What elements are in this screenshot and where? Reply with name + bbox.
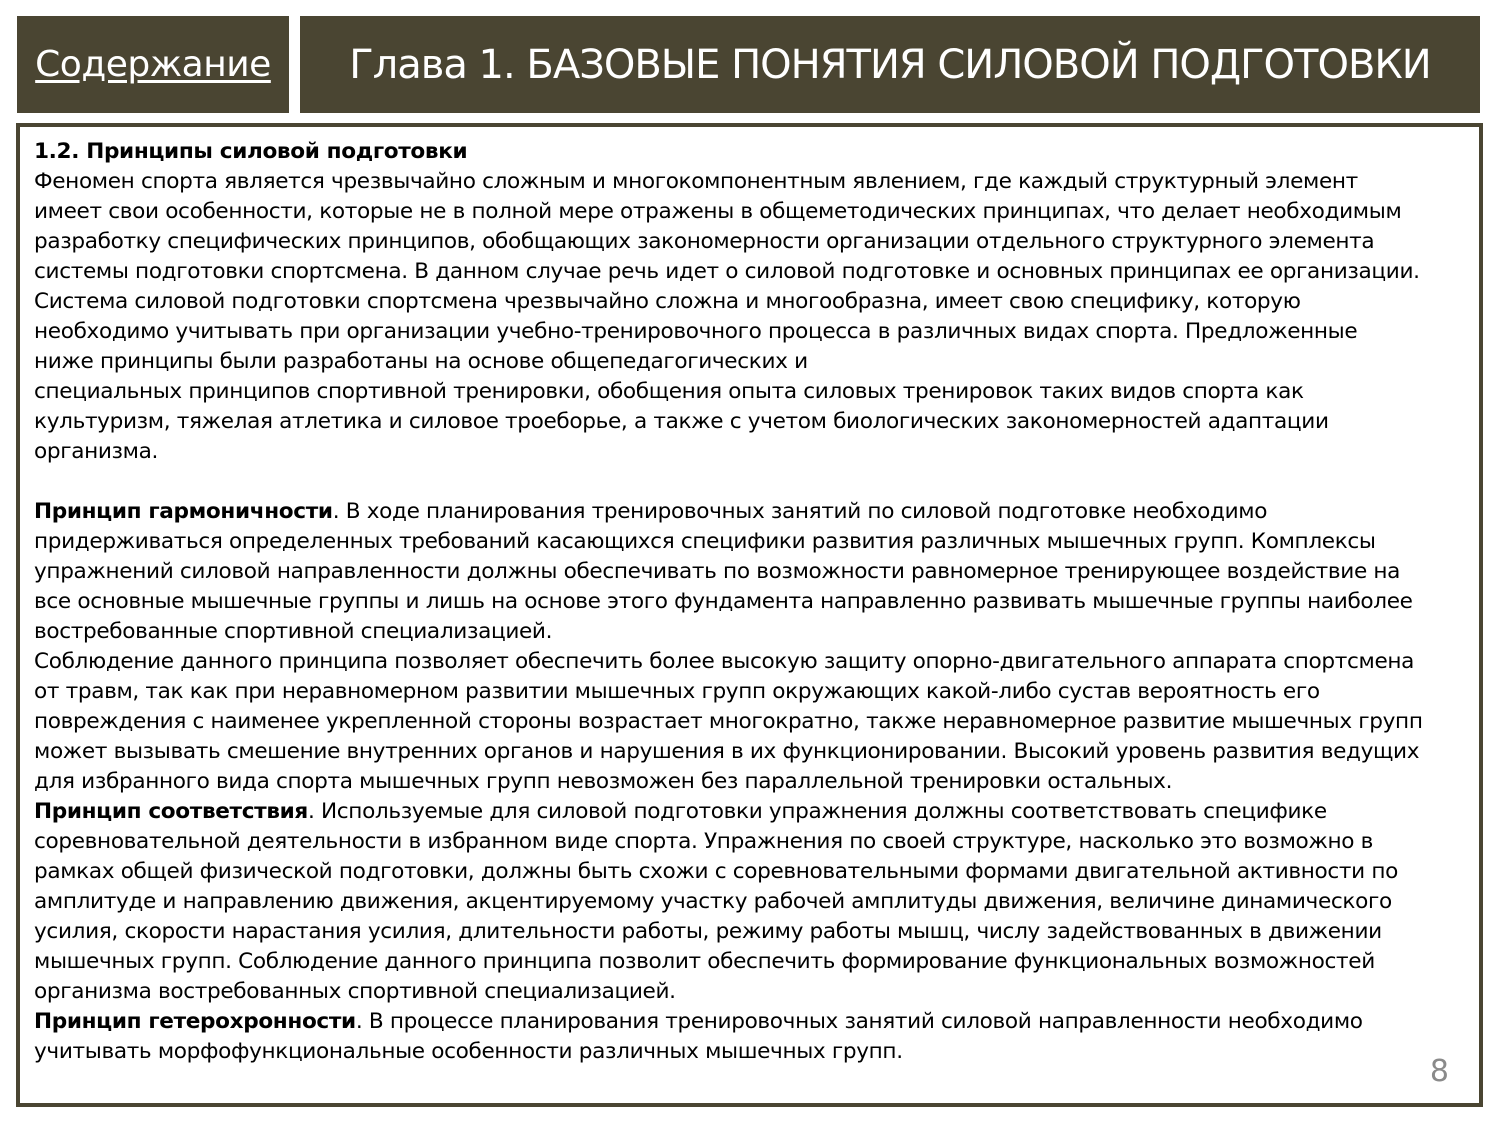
paragraph-gap — [34, 467, 1474, 497]
harmony-line: упражнений силовой направленности должны обеспечивать по возможности равномерное тренирующее воздействие на — [34, 559, 1401, 584]
correspondence-first-line — [34, 797, 1474, 827]
harmony-line: повреждения с наименее укрепленной стороны возрастает многократно, также неравномерное развитие мышечных групп — [34, 709, 1423, 734]
heterochrony-line: учитывать морфофункциональные особенности различных мышечных групп. — [34, 1039, 903, 1064]
correspondence-line: мышечных групп. Соблюдение данного принципа позволит обеспечить формирование функциональных возможностей — [34, 949, 1375, 974]
harmony-principle-title: Принцип гармоничности — [34, 499, 333, 524]
intro-line: специальных принципов спортивной тренировки, обобщения опыта силовых тренировок таких видов спорта как — [34, 379, 1304, 404]
correspondence-line: амплитуде и направлению движения, акцентируемому участку рабочей амплитуды движения, величине динамического — [34, 889, 1392, 914]
harmony-first-line-text: . В ходе планирования тренировочных занятий по силовой подготовке необходимо — [332, 499, 1268, 524]
chapter-header — [300, 16, 1480, 113]
intro-line: ниже принципы были разработаны на основе общепедагогических и — [34, 349, 808, 374]
harmony-line: все основные мышечные группы и лишь на основе этого фундамента направленно развивать мышечные группы наиболее — [34, 589, 1413, 614]
heterochrony-first-line — [34, 1007, 1474, 1037]
intro-line: Система силовой подготовки спортсмена чрезвычайно сложна и многообразна, имеет свою специфику, которую — [34, 289, 1301, 314]
page-number: 8 — [1429, 1054, 1449, 1089]
correspondence-principle-title: Принцип соответствия — [34, 799, 308, 824]
intro-line: Феномен спорта является чрезвычайно сложным и многокомпонентным явлением, где каждый структурный элемент — [34, 169, 1358, 194]
intro-line: культуризм, тяжелая атлетика и силовое троеборье, а также с учетом биологических закономерностей адаптации — [34, 409, 1329, 434]
content-text — [34, 137, 1474, 1067]
intro-line: разработку специфических принципов, обобщающих закономерности организации отдельного структурного элемента — [34, 229, 1375, 254]
harmony-line: востребованные спортивной специализацией. — [34, 619, 553, 644]
contents-nav-box — [17, 16, 289, 113]
harmony-line: для избранного вида спорта мышечных групп невозможен без параллельной тренировки остальных. — [34, 769, 1173, 794]
correspondence-first-line-text: . Используемые для силовой подготовки упражнения должны соответствовать специфике — [307, 799, 1327, 824]
intro-line: имеет свои особенности, которые не в полной мере отражены в общеметодических принципах, что делает необходимым — [34, 199, 1402, 224]
content-frame — [16, 123, 1483, 1107]
heterochrony-principle-title: Принцип гетерохронности — [34, 1009, 356, 1034]
correspondence-line: соревновательной деятельности в избранном виде спорта. Упражнения по своей структуре, насколько это возможно в — [34, 829, 1373, 854]
section-heading: 1.2. Принципы силовой подготовки — [34, 139, 468, 164]
contents-link[interactable]: Содержание — [35, 44, 271, 85]
intro-line: системы подготовки спортсмена. В данном случае речь идет о силовой подготовке и основных принципах ее организации. — [34, 259, 1420, 284]
harmony-line: от травм, так как при неравномерном развитии мышечных групп окружающих какой-либо сустав вероятность его — [34, 679, 1320, 704]
intro-line: необходимо учитывать при организации учебно-тренировочного процесса в различных видах спорта. Предложенные — [34, 319, 1358, 344]
harmony-line: Соблюдение данного принципа позволяет обеспечить более высокую защиту опорно-двигательного аппарата спортсмена — [34, 649, 1415, 674]
harmony-line: придерживаться определенных требований касающихся специфики развития различных мышечных групп. Комплексы — [34, 529, 1376, 554]
chapter-title: Глава 1. БАЗОВЫЕ ПОНЯТИЯ СИЛОВОЙ ПОДГОТОВКИ — [349, 41, 1431, 88]
harmony-line: может вызывать смешение внутренних органов и нарушения в их функционировании. Высокий уровень развития ведущих — [34, 739, 1420, 764]
heterochrony-first-line-text: . В процессе планирования тренировочных занятий силовой направленности необходимо — [355, 1009, 1363, 1034]
correspondence-line: организма востребованных спортивной специализацией. — [34, 979, 676, 1004]
correspondence-line: рамках общей физической подготовки, должны быть схожи с соревновательными формами двигательной активности по — [34, 859, 1398, 884]
correspondence-line: усилия, скорости нарастания усилия, длительности работы, режиму работы мышц, числу задействованных в движении — [34, 919, 1382, 944]
intro-line: организма. — [34, 439, 159, 464]
harmony-first-line — [34, 497, 1474, 527]
